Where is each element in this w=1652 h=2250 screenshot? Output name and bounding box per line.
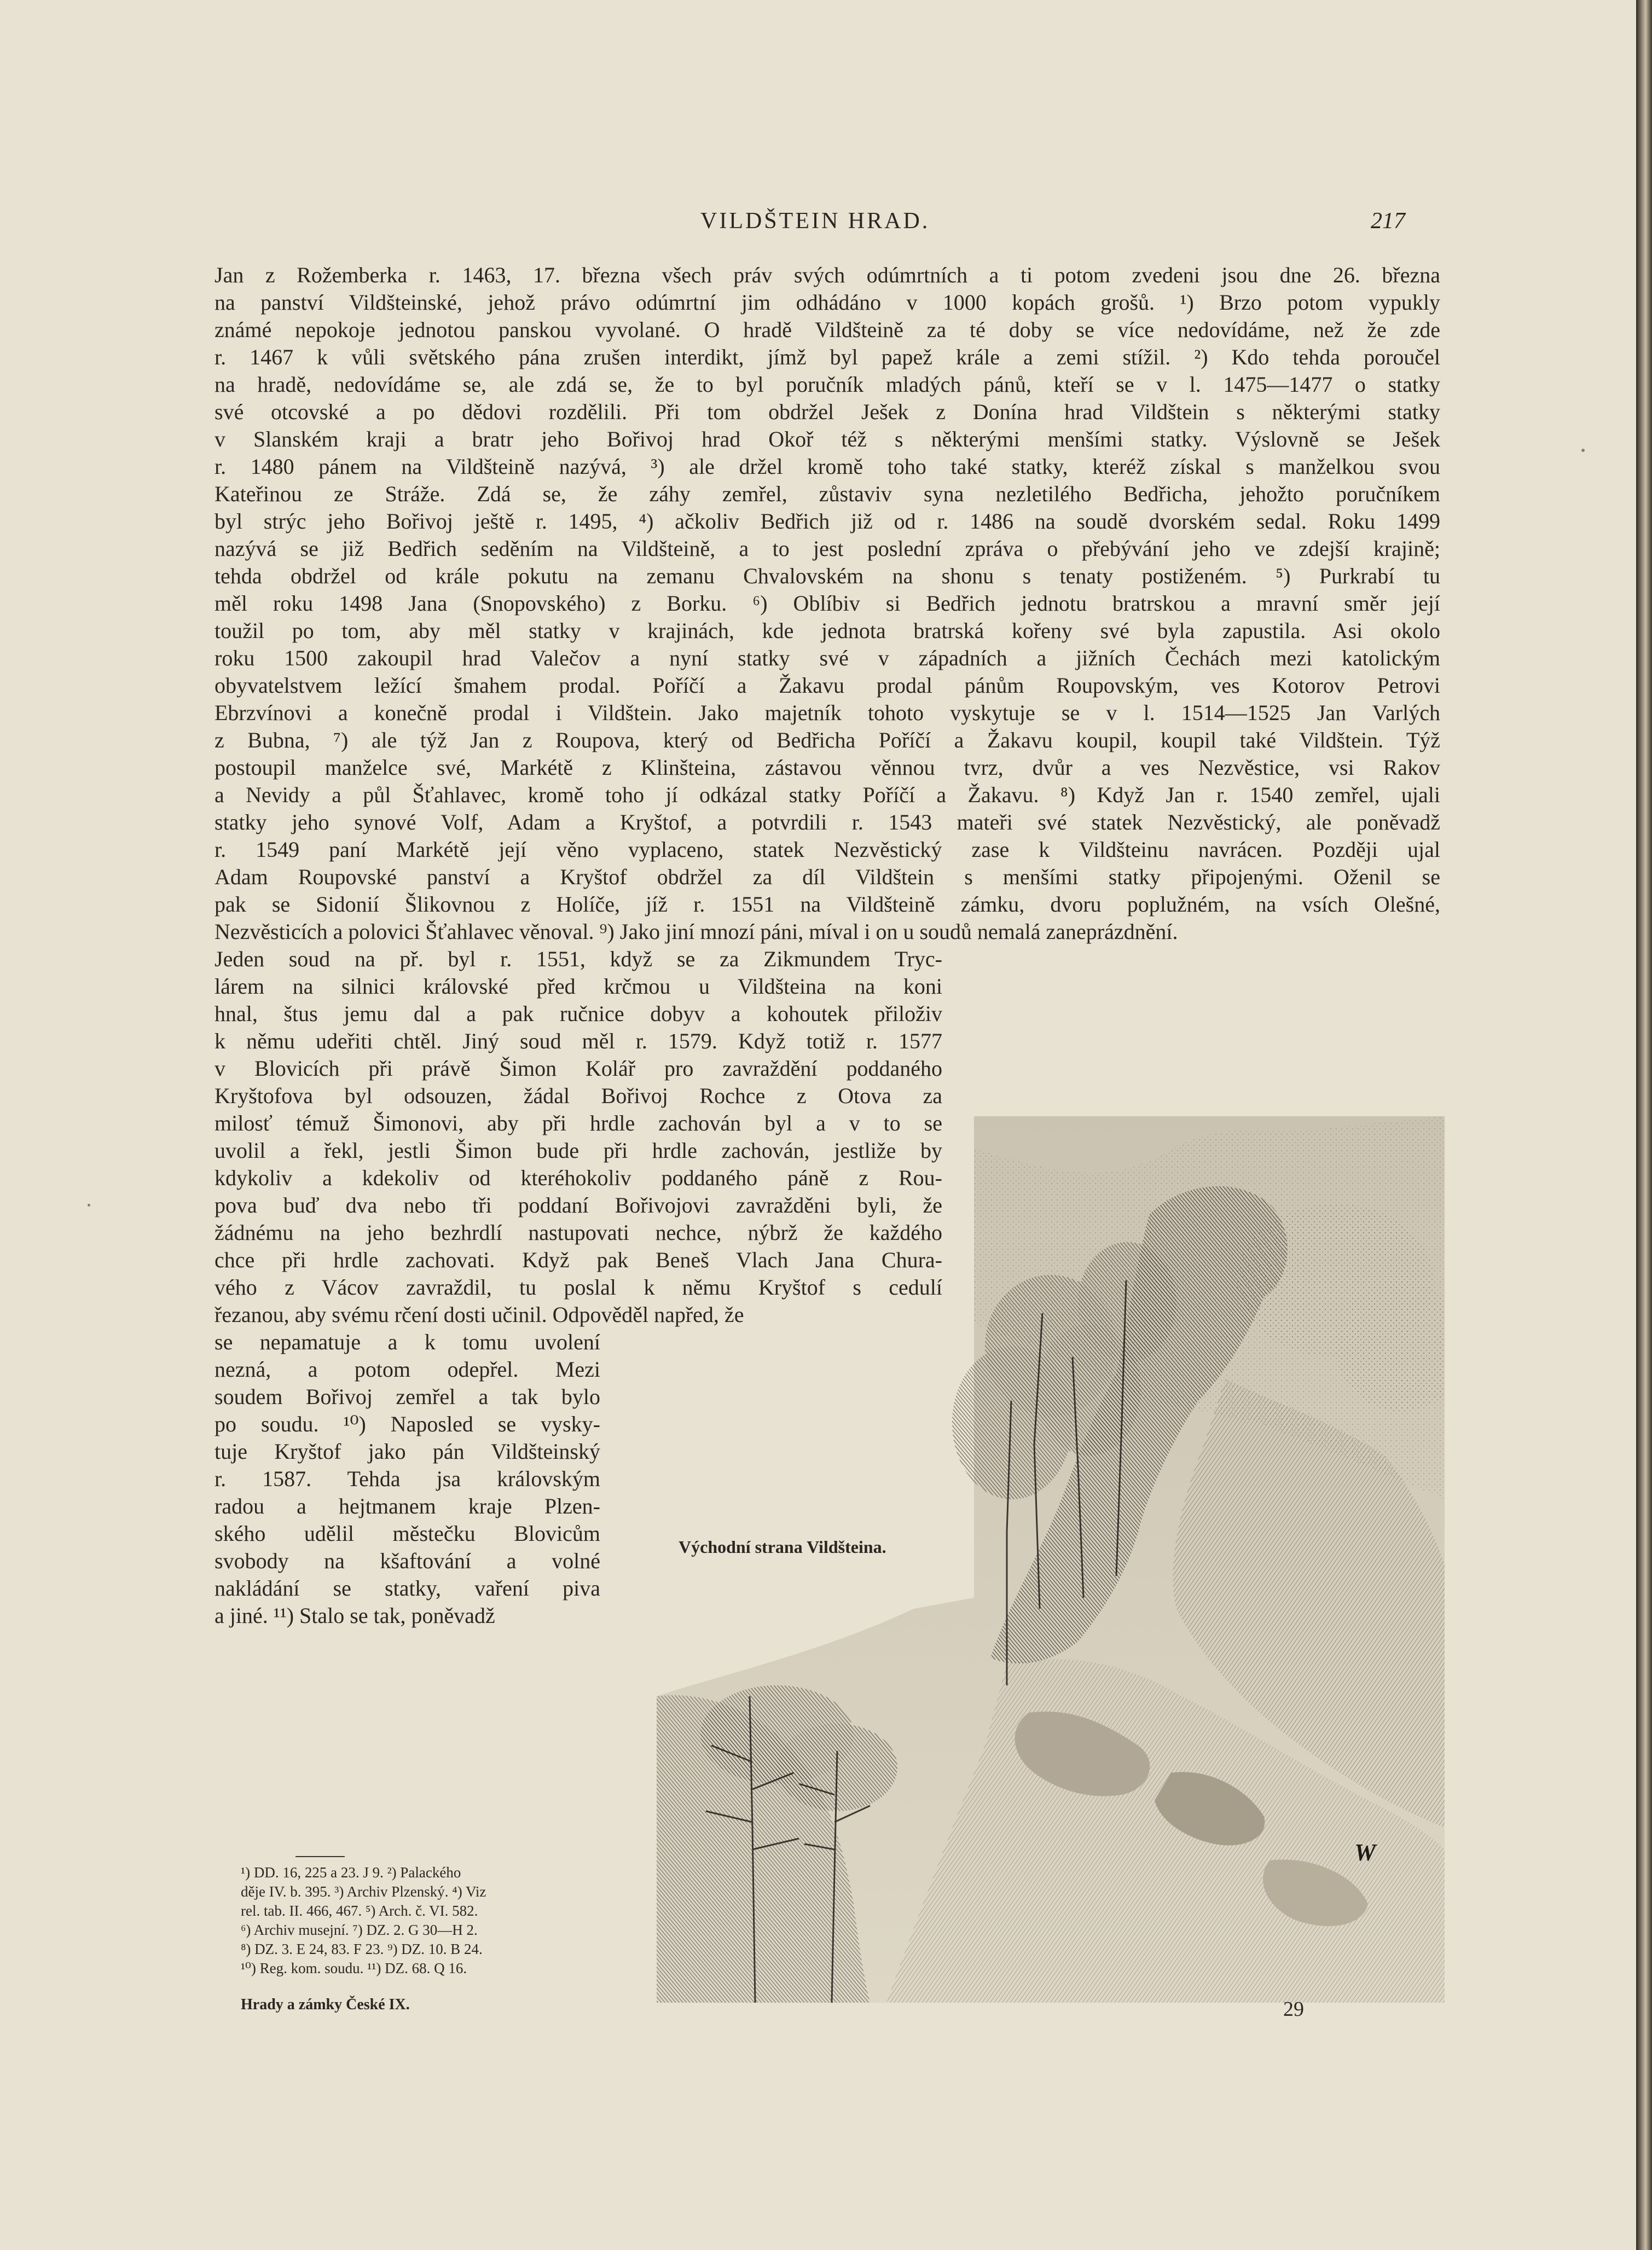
text-line: nakládání se statky, vaření piva [215, 1576, 600, 1600]
text-line: radou a hejtmanem kraje Plzen- [215, 1494, 600, 1518]
text-line: kdykoliv a kdekoliv od kteréhokoliv poddaného páně z Rou- [215, 1165, 942, 1190]
text-line: známé nepokoje jednotou panskou vyvolané. O hradě Vildšteině za té doby se více nedovídáme, než že zde [215, 317, 1440, 342]
text-line: v Slanském kraji a bratr jeho Bořivoj hrad Okoř též s některými menšími statky. Výslovně se Ješek [215, 427, 1440, 451]
page-edge [1636, 0, 1652, 2250]
page-number: 217 [1371, 208, 1405, 234]
text-line: v Blovicích při právě Šimon Kolář pro zavraždění poddaného [215, 1056, 942, 1081]
text-line: své otcovské a po dědovi rozdělili. Při tom obdržel Ješek z Donína hrad Vildštein s některými statky [215, 399, 1440, 424]
page-header [0, 208, 1636, 241]
text-line: na hradě, nedovídáme se, ale zdá se, že to byl poručník mladých pánů, kteří se v l. 1475—1477 o statky [215, 372, 1440, 397]
figure-caption: Východní strana Vildšteina. [673, 1535, 892, 1559]
text-line: žádnému na jeho bezhrdlí nastupovati nechce, nýbrž že každého [215, 1220, 942, 1245]
text-line: Nezvěsticích a polovici Šťahlavec věnoval. ⁹) Jako jiní mnozí páni, míval i on u soudů nemalá zaneprázdnění. [215, 919, 1178, 944]
text-line: r. 1467 k vůli světského pána zrušen interdikt, jímž byl papež krále a zemi stížil. ²) Kdo tehda poroučel [215, 345, 1440, 369]
footnote-line: děje IV. b. 395. ³) Archiv Plzenský. ⁴) Viz [241, 1883, 486, 1900]
text-line: Jan z Rožemberka r. 1463, 17. března všech práv svých odúmrtních a ti potom zvedeni jsou dne 26. března [215, 263, 1440, 287]
text-line: ského udělil městečku Blovicům [215, 1521, 600, 1546]
paper-speck [88, 1204, 90, 1207]
text-line: soudem Bořivoj zemřel a tak bylo [215, 1384, 600, 1409]
text-line: pova buď dva nebo tři poddaní Bořivojovi zavražděni byli, že [215, 1193, 942, 1217]
running-title: VILDŠTEIN HRAD. [700, 208, 930, 234]
text-line: tehda obdržel od krále pokutu na zemanu Chvalovském na shonu s tenaty postiženém. ⁵) Purkrabí tu [215, 564, 1440, 588]
text-line: r. 1549 paní Markétě její věno vyplaceno, statek Nezvěstický zase k Vildšteinu navrácen. Později ujal [215, 837, 1440, 862]
rocky-hillside-engraving [657, 1116, 1445, 2003]
text-line: obyvatelstvem ležící šmahem prodal. Poříčí a Žakavu prodal pánům Roupovským, ves Kotorov Petrovi [215, 673, 1440, 698]
footnote-line: ⁶) Archiv musejní. ⁷) DZ. 2. G 30—H 2. [241, 1922, 478, 1938]
text-line: toužil po tom, aby měl statky v krajinách, kde jednota bratrská kořeny své byla zapustila. Asi okolo [215, 618, 1440, 643]
text-line: roku 1500 zakoupil hrad Valečov a nyní statky své v západních a jižních Čechách mezi katolickým [215, 646, 1440, 670]
text-line: měl roku 1498 Jana (Snopovského) z Borku. ⁶) Oblíbiv si Bedřich jednotu bratrskou a mravní směr její [215, 591, 1440, 616]
text-line: byl strýc jeho Bořivoj ještě r. 1495, ⁴) ačkoliv Bedřich již od r. 1486 na soudě dvorském sedal. Roku 1499 [215, 509, 1440, 533]
text-line: se nepamatuje a k tomu uvolení [215, 1330, 600, 1354]
footnote-line: rel. tab. II. 466, 467. ⁵) Arch. č. VI. 582. [241, 1903, 478, 1919]
text-line: r. 1587. Tehda jsa královským [215, 1466, 600, 1491]
text-line: tuje Kryštof jako pán Vildšteinský [215, 1439, 600, 1464]
text-line: a jiné. ¹¹) Stalo se tak, poněvadž [215, 1603, 495, 1628]
text-line: hnal, štus jemu dal a pak ručnice dobyv a kohoutek přiloživ [215, 1001, 942, 1026]
text-line: po soudu. ¹⁰) Naposled se vysky- [215, 1412, 600, 1436]
text-line: Kryštofova byl odsouzen, žádal Bořivoj Rochce z Otova za [215, 1083, 942, 1108]
text-line: nazývá se již Bedřich seděním na Vildšteině, a to jest poslední zpráva o přebývání jeho ve zdejší krajině; [215, 536, 1440, 561]
footnote-line: ¹) DD. 16, 225 a 23. J 9. ²) Palackého [241, 1864, 461, 1881]
text-line: a Nevidy a půl Šťahlavec, kromě toho jí odkázal statky Poříčí a Žakavu. ⁸) Když Jan r. 1540 zemřel, ujali [215, 782, 1440, 807]
text-line: z Bubna, ⁷) ale týž Jan z Roupova, který od Bedřicha Poříčí a Žakavu koupil, koupil také Vildštein. Týž [215, 728, 1440, 752]
text-line: r. 1480 pánem na Vildšteině nazývá, ³) ale držel kromě toho také statky, kteréž získal s manželkou svou [215, 454, 1440, 479]
text-line: pak se Sidonií Šlikovnou z Holíče, jíž r. 1551 na Vildšteině zámku, dvoru poplužném, na vsích Olešné, [215, 892, 1440, 917]
artist-monogram: W [1354, 1839, 1376, 1866]
text-line: vého z Vácov zavraždil, tu poslal k němu Kryštof s cedulí [215, 1275, 942, 1300]
text-line: statky jeho synové Volf, Adam a Kryštof, a potvrdili r. 1543 mateři své statek Nezvěstický, ale poněvadž [215, 810, 1440, 834]
text-line: na panství Vildšteinské, jehož právo odúmrtní jim odhádáno v 1000 kopách grošů. ¹) Brzo potom vypukly [215, 290, 1440, 315]
text-line: svobody na kšaftování a volné [215, 1549, 600, 1573]
text-line: Ebrzvínovi a konečně prodal i Vildštein. Jako majetník tohoto vyskytuje se v l. 1514—1525 Jan Varlých [215, 700, 1440, 725]
footnote-line: ¹⁰) Reg. kom. soudu. ¹¹) DZ. 68. Q 16. [241, 1960, 467, 1976]
text-line: nezná, a potom odepřel. Mezi [215, 1357, 600, 1382]
text-line: milosť témuž Šimonovi, aby při hrdle zachován byl a v to se [215, 1111, 942, 1135]
text-line: Kateřinou ze Stráže. Zdá se, že záhy zemřel, zůstaviv syna nezletilého Bedřicha, jehožto poručníkem [215, 482, 1440, 506]
text-line: řezanou, aby svému rčení dosti učinil. Odpověděl napřed, že [215, 1302, 744, 1327]
text-line: Jeden soud na př. byl r. 1551, když se za Zikmundem Tryc- [215, 947, 942, 971]
footnote-divider [295, 1856, 345, 1857]
signature-mark: 29 [1283, 1998, 1304, 2021]
text-line: postoupil manželce své, Markétě z Klinšteina, zástavou věnnou tvrz, dvůr a ves Nezvěstice, vsi Rakov [215, 755, 1440, 780]
text-line: k němu udeřiti chtěl. Jiný soud měl r. 1579. Když totiž r. 1577 [215, 1029, 942, 1053]
text-line: lárem na silnici královské před krčmou u Vildšteina na koni [215, 974, 942, 999]
footnote-line: ⁸) DZ. 3. E 24, 83. F 23. ⁹) DZ. 10. B 24. [241, 1941, 483, 1957]
book-title: Hrady a zámky České IX. [241, 1996, 410, 2013]
text-line: uvolil a řekl, jestli Šimon bude při hrdle zachován, jestliže by [215, 1138, 942, 1163]
paper-speck [1581, 449, 1585, 452]
text-line: Adam Roupovské panství a Kryštof obdržel za díl Vildštein s menšími statky připojenými. Oženil se [215, 865, 1440, 889]
engraving-illustration [657, 1116, 1445, 2003]
text-line: chce při hrdle zachovati. Když pak Beneš Vlach Jana Chura- [215, 1248, 942, 1272]
